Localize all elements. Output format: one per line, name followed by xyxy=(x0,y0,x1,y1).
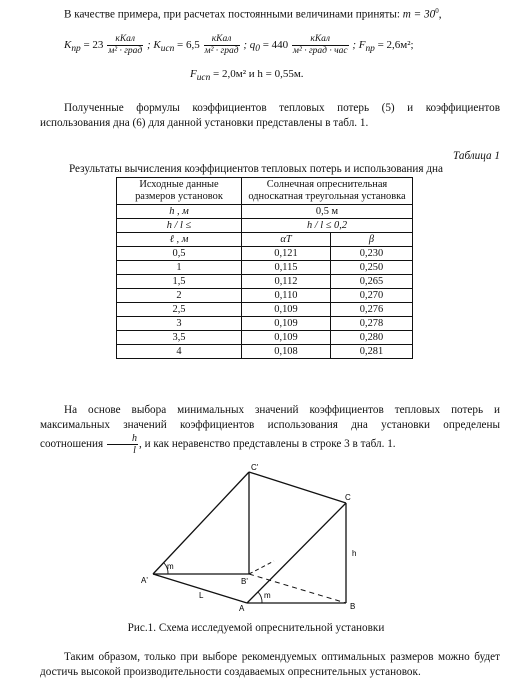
label-l: L xyxy=(199,591,204,600)
table-row: 2,5 0,109 0,276 xyxy=(117,303,413,317)
table-title: Результаты вычисления коэффициентов тепловых потерь и использования дна xyxy=(68,163,443,175)
table-row: 0,5 0,121 0,230 xyxy=(117,247,413,261)
intro-text: В качестве примера, при расчетах постоянными величинами приняты: xyxy=(64,8,400,21)
table-cell-hl-label: h / l ≤ xyxy=(117,219,242,233)
intro-m-value: m = 30 xyxy=(402,8,436,21)
formula-fpr-label: ; F xyxy=(352,39,366,52)
label-m-bottom: m xyxy=(264,591,271,600)
label-b-prime: B' xyxy=(241,577,248,586)
table-row: 2 0,110 0,270 xyxy=(117,289,413,303)
paragraph-3: Таким образом, только при выборе рекомендуемых оптимальных размеров можно будет достичь высокой производительности создаваемых опреснительных установок. xyxy=(40,651,500,678)
formula-kpr-label: K xyxy=(64,39,72,52)
label-c-prime: C' xyxy=(251,463,259,472)
edge-b1-hidden xyxy=(249,561,274,574)
table-row-l-header xyxy=(117,233,413,247)
formula-q-value: = 440 xyxy=(262,39,289,52)
formula-kpr-unit: $\frac{\text{кКал}}{\text{м² · град}}$ xyxy=(108,34,143,56)
table-cell-h-value: 0,5 м xyxy=(242,205,413,219)
table-cell-beta-header: β xyxy=(331,233,413,247)
table-cell-l-label: ℓ , м xyxy=(117,233,242,247)
table-header-col1: Исходные данные размеров установок xyxy=(117,178,242,205)
edge-a1-c1 xyxy=(153,472,249,574)
paragraph-1: Полученные формулы коэффициентов тепловых потерь (5) и коэффициентов использования дна (6) для данной установки представлены в табл. 1. xyxy=(40,102,500,129)
formula-q-sub: 0 xyxy=(255,44,260,55)
intro-degree: 0 xyxy=(435,7,439,15)
label-m-top: m xyxy=(167,562,174,571)
table-row: 1,5 0,112 0,265 xyxy=(117,275,413,289)
table-row-hl xyxy=(117,219,413,233)
formula-q-unit: $\frac{\text{кКал}}{\text{м² · град · час}}$ xyxy=(292,34,348,56)
formula-q-label: ; q xyxy=(243,39,256,52)
table-cell-alpha-header: αT xyxy=(242,233,331,247)
formula-kpr-value: = 23 xyxy=(83,39,104,52)
table-row: 3 0,109 0,278 xyxy=(117,317,413,331)
edge-c1-c xyxy=(249,472,346,503)
angle-arc-a xyxy=(258,592,262,603)
formula-line-2 xyxy=(190,68,304,83)
label-c: C xyxy=(345,493,351,502)
formula-fisp-value: = 2,0м² и h = 0,55м. xyxy=(213,68,304,80)
paragraph-2-fraction: $\frac{h}{l}$ xyxy=(107,433,138,456)
formula-kisp-unit: $\frac{\text{кКал}}{\text{м² · град}}$ xyxy=(204,34,239,56)
label-a: A xyxy=(239,604,245,613)
paragraph-2-text-b: , и как неравенство представлены в строке 3 в табл. 1. xyxy=(138,438,396,451)
intro-paragraph: В качестве примера, при расчетах постоянными величинами приняты: $m = 30^0$, xyxy=(64,7,442,21)
results-table xyxy=(116,177,413,359)
table-row-h xyxy=(117,205,413,219)
paragraph-2-text-a: На основе выбора минимальных значений коэффициентов тепловых потерь и максимальных значений коэффициентов использования дна установки определены соотношения xyxy=(40,404,500,451)
table-row: 3,5 0,109 0,280 xyxy=(117,331,413,345)
label-b: B xyxy=(350,602,356,611)
formula-fisp-sub: исп xyxy=(196,73,211,84)
table-header-row xyxy=(117,178,413,205)
paragraph-2 xyxy=(40,403,500,456)
formula-fpr-value: = 2,6м²; xyxy=(377,39,414,52)
figure-caption: Рис.1. Схема исследуемой опреснительной установки xyxy=(127,622,385,634)
formula-kpr-sub: пр xyxy=(71,44,81,55)
desalination-unit-diagram xyxy=(140,462,370,614)
formula-fisp-label: F xyxy=(190,68,197,80)
table-row: 1 0,115 0,250 xyxy=(117,261,413,275)
formula-kisp-sub: исп xyxy=(160,44,175,55)
formula-kisp-label: ; K xyxy=(147,39,161,52)
table-number-label: Таблица 1 xyxy=(453,150,500,162)
label-h: h xyxy=(352,549,357,558)
label-a-prime: A' xyxy=(141,576,148,585)
table-row: 4 0,108 0,281 xyxy=(117,345,413,359)
table-cell-hl-value: h / l ≤ 0,2 xyxy=(242,219,413,233)
formula-kisp-value: = 6,5 xyxy=(177,39,200,52)
table-header-col2: Солнечная опреснительная односкатная треугольная установка xyxy=(242,178,413,205)
formula-line-1 xyxy=(64,34,414,57)
table-cell-h-label: h , м xyxy=(117,205,242,219)
formula-fpr-sub: пр xyxy=(365,44,375,55)
